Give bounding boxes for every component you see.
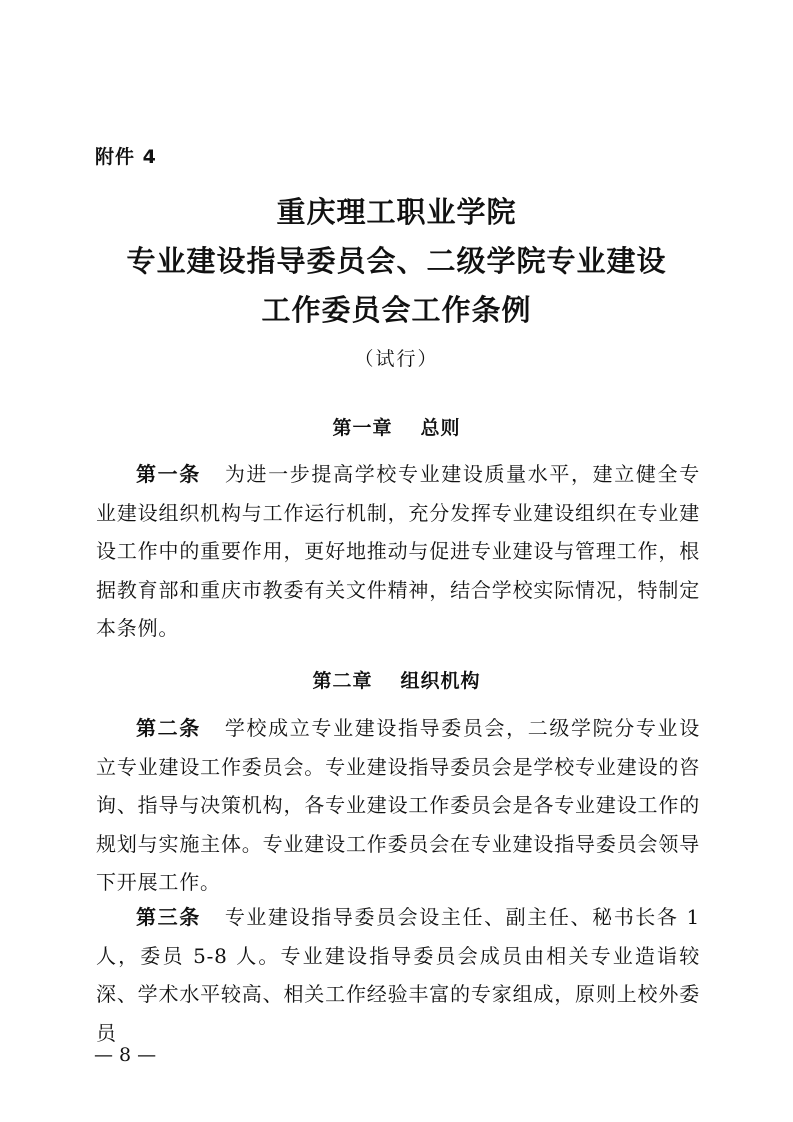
chapter-heading-2	[0, 666, 793, 693]
page-number: — 8 —	[94, 1044, 157, 1066]
article-paragraph-1	[96, 455, 700, 648]
article-label: 第三条	[136, 905, 201, 929]
chapter-number: 第二章	[312, 670, 373, 692]
document-title-line-2: 专业建设指导委员会、二级学院专业建设	[126, 244, 667, 278]
document-title-line-3: 工作委员会工作条例	[261, 293, 532, 327]
article-label: 第一条	[136, 462, 201, 486]
document-subtitle: （试行）	[354, 348, 439, 370]
chapter-name: 组织机构	[400, 670, 481, 692]
article-paragraph-2	[96, 709, 700, 902]
article-text: 专业建设指导委员会设主任、副主任、秘书长各 1 人，委员 5-8 人。专业建设指导委员会成员由相关专业造诣较深、学术水平较高、相关工作经验丰富的专家组成，原则上校外委员	[96, 905, 701, 1045]
article-text: 为进一步提高学校专业建设质量水平，建立健全专业建设组织机构与工作运行机制，充分发挥专业建设组织在专业建设工作中的重要作用，更好地推动与促进专业建设与管理工作，根据教育部和重庆市教委有关文件精神，结合学校实际情况，特制定本条例。	[96, 462, 700, 640]
chapter-name: 总则	[420, 417, 461, 439]
document-title-line-1: 重庆理工职业学院	[276, 195, 517, 229]
chapter-heading-1	[0, 413, 793, 440]
article-label: 第二条	[136, 716, 201, 740]
chapter-number: 第一章	[332, 417, 393, 439]
article-paragraph-3	[96, 898, 700, 1052]
attachment-label: 附件 4	[95, 146, 157, 168]
article-text: 学校成立专业建设指导委员会，二级学院分专业设立专业建设工作委员会。专业建设指导委员会是学校专业建设的咨询、指导与决策机构，各专业建设工作委员会是各专业建设工作的规划与实施主体。专业建设工作委员会在专业建设指导委员会领导下开展工作。	[96, 716, 700, 894]
